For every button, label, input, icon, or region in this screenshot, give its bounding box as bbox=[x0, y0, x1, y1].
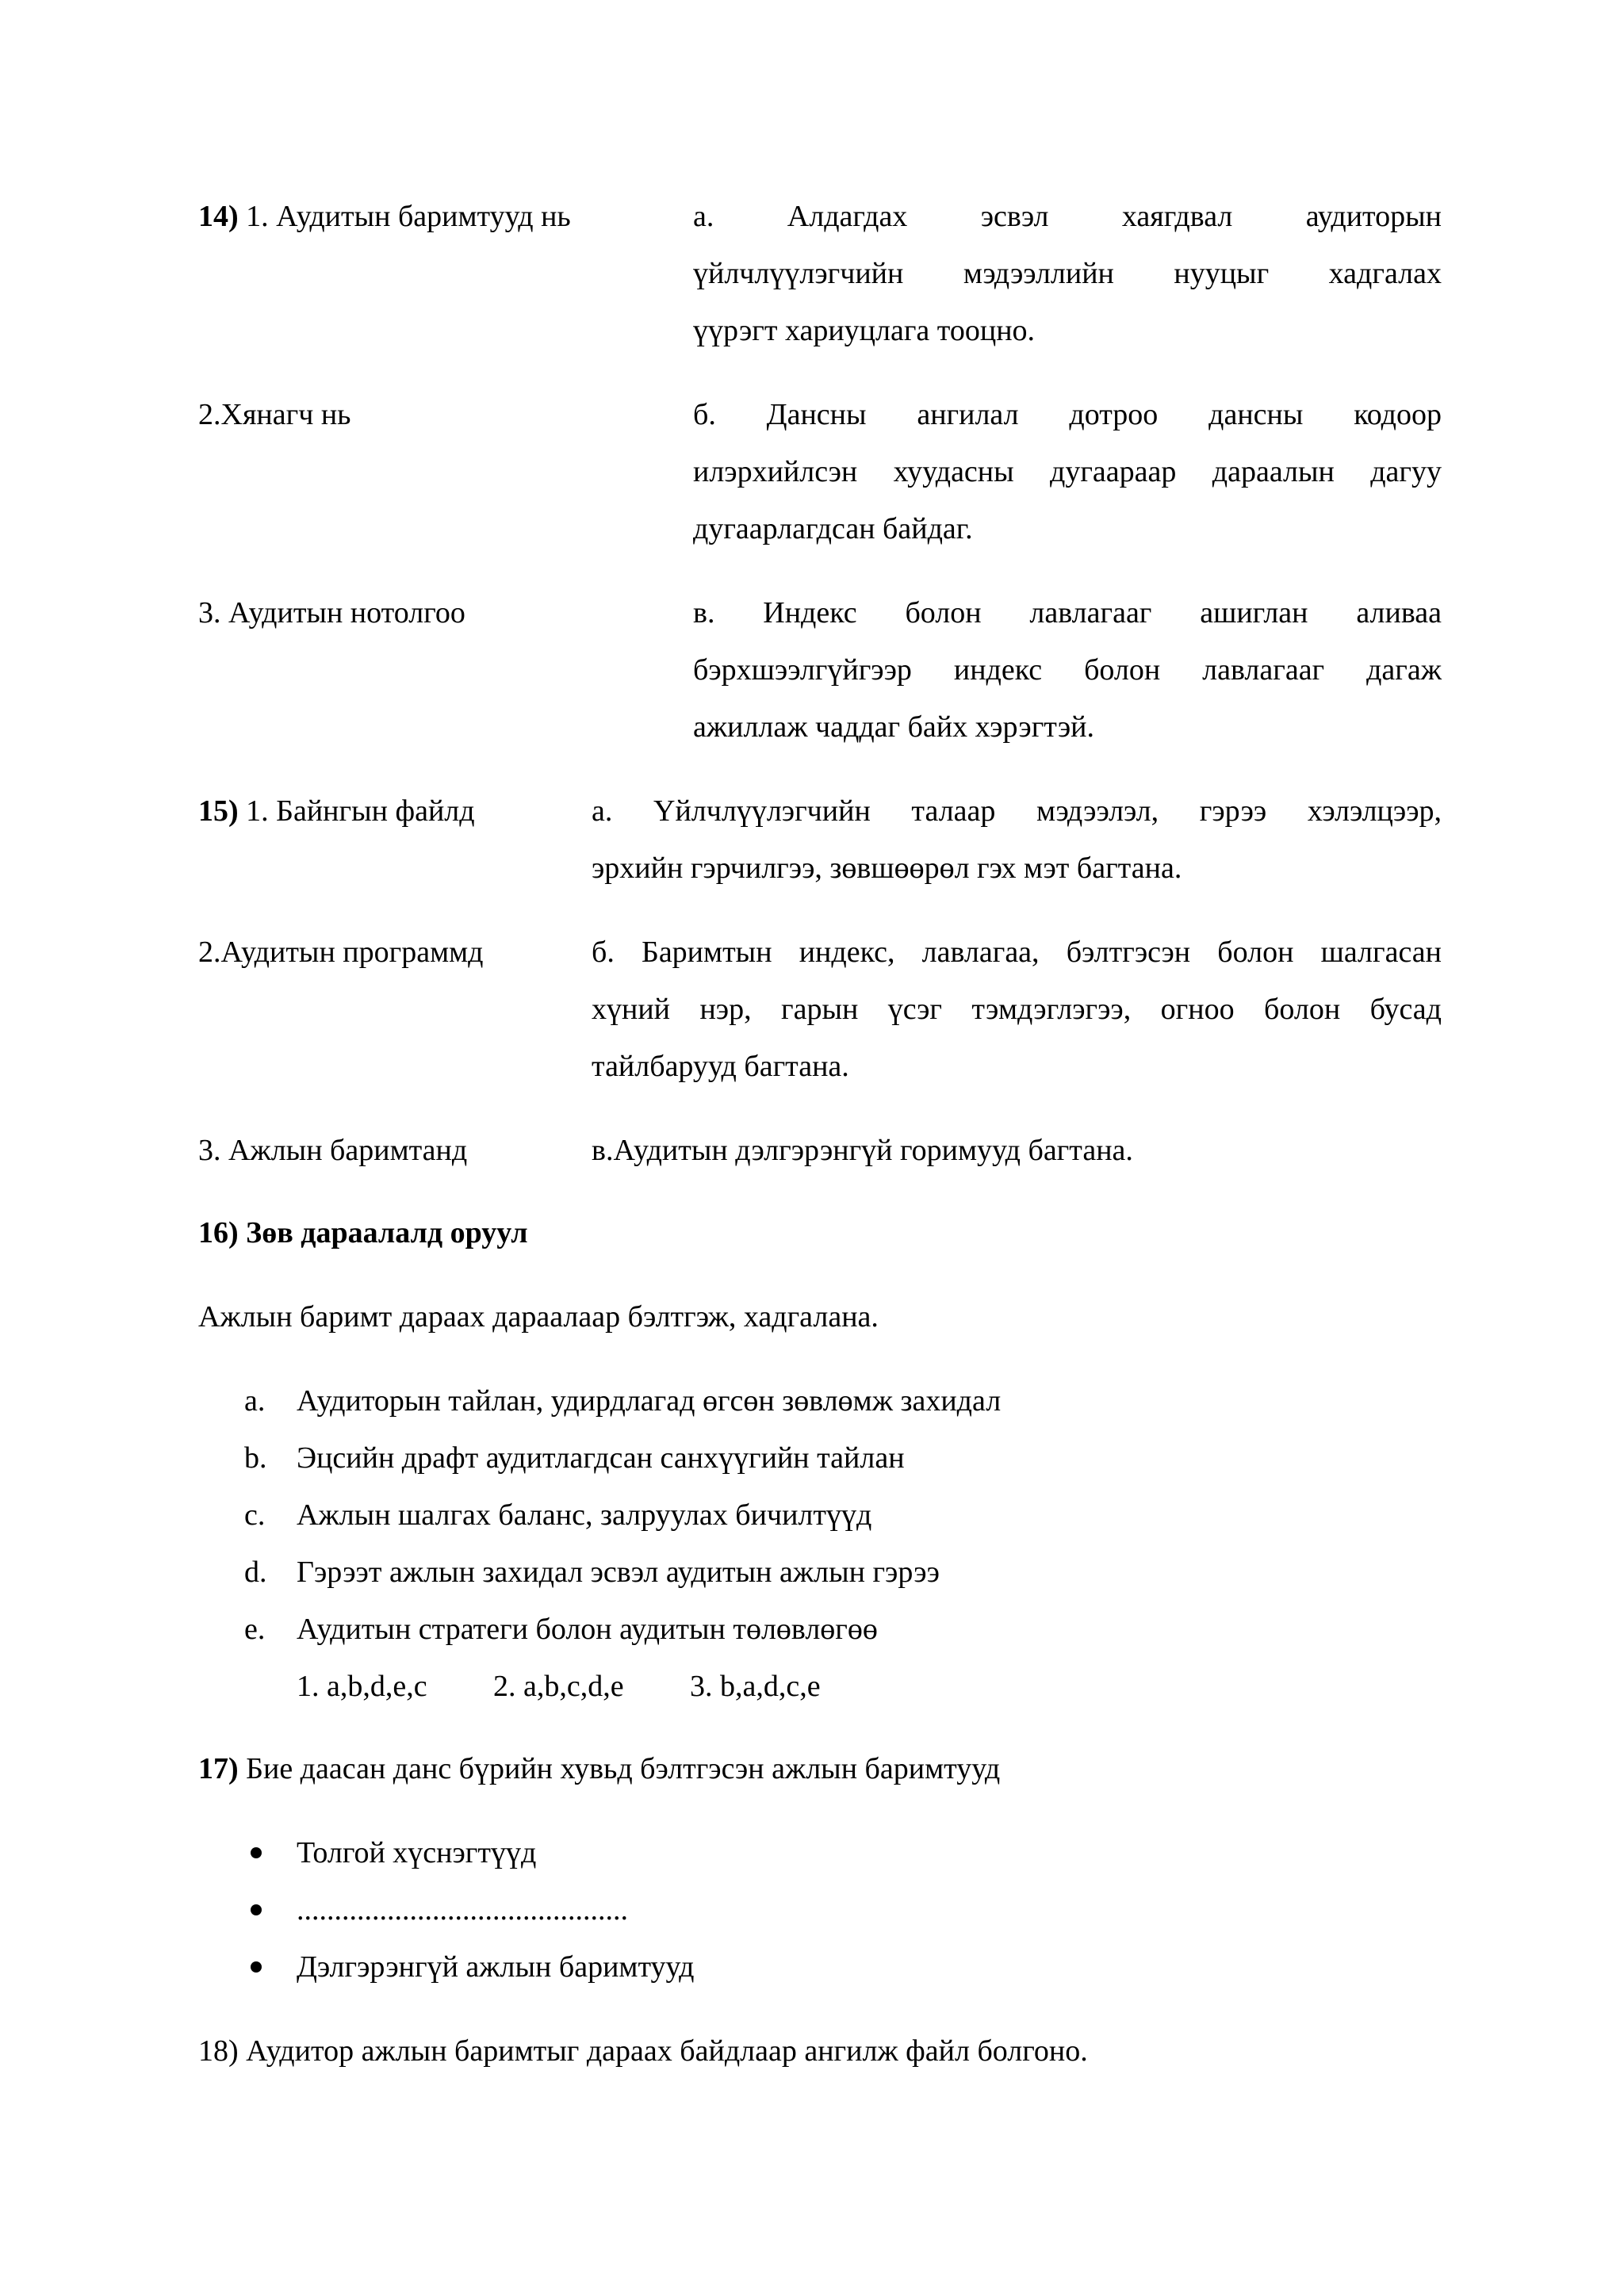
q14-item-3: 3. Аудитын нотолгоо bbox=[198, 596, 465, 629]
q14-answer-a-line-1: а. Алдагдах эсвэл хаягдвал аудиторын bbox=[693, 200, 1442, 233]
q14-answer-b-line-3: дугаарлагдсан байдаг. bbox=[693, 512, 973, 545]
list-marker: e. bbox=[244, 1613, 266, 1646]
q17-question: 17) Бие даасан данс бүрийн хувьд бэлтгэсэн ажлын баримтууд bbox=[198, 1752, 1001, 1785]
q14-answer-a-line-3: үүрэгт хариуцлага тооцно. bbox=[693, 314, 1036, 347]
list-marker: a. bbox=[244, 1384, 266, 1418]
q15-answer-c-line-1: в.Аудитын дэлгэрэнгүй горимууд багтана. bbox=[592, 1134, 1133, 1167]
q17-bullet-1: Толгой хүснэгтүүд bbox=[297, 1836, 537, 1869]
list-text: Гэрээт ажлын захидал эсвэл аудитын ажлын гэрээ bbox=[297, 1556, 940, 1589]
q16-title: 16) Зөв дараалалд оруул bbox=[198, 1216, 528, 1249]
q15-item-1: 15) 1. Байнгын файлд bbox=[198, 794, 475, 828]
q14-answer-b-line-1: б. Дансны ангилал дотроо дансны кодоор bbox=[693, 398, 1442, 431]
bullet-icon bbox=[251, 1961, 262, 1973]
q17-bullet-2: ............................................ bbox=[297, 1893, 628, 1927]
q16-option-2: 2. a,b,c,d,e bbox=[493, 1670, 624, 1703]
bullet-icon bbox=[251, 1847, 262, 1858]
list-marker: c. bbox=[244, 1498, 266, 1532]
q16-option-1: 1. a,b,d,e,c bbox=[297, 1670, 427, 1703]
q14-item-2: 2.Хянагч нь bbox=[198, 398, 351, 431]
q15-number: 15) bbox=[198, 794, 239, 828]
q18-question: 18) Аудитор ажлын баримтыг дараах байдлаар ангилж файл болгоно. bbox=[198, 2034, 1088, 2068]
q15-answer-b-line-1: б. Баримтын индекс, лавлагаа, бэлтгэсэн болон шалгасан bbox=[592, 936, 1442, 969]
list-text: Аудиторын тайлан, удирдлагад өгсөн зөвлөмж захидал bbox=[297, 1384, 1002, 1418]
list-text: Аудитын стратеги болон аудитын төлөвлөгөө bbox=[297, 1613, 878, 1646]
bullet-icon bbox=[251, 1904, 262, 1915]
q16-option-3: 3. b,a,d,c,e bbox=[690, 1670, 821, 1703]
q17-bullet-3: Дэлгэрэнгүй ажлын баримтууд bbox=[297, 1950, 695, 1984]
q16-intro: Ажлын баримт дараах дараалаар бэлтгэж, хадгалана. bbox=[198, 1300, 879, 1334]
list-text: Ажлын шалгах баланс, залруулах бичилтүүд bbox=[297, 1498, 872, 1532]
q14-answer-c-line-2: бэрхшээлгүйгээр индекс болон лавлагааг дагаж bbox=[693, 653, 1442, 687]
list-text: Эцсийн драфт аудитлагдсан санхүүгийн тайлан bbox=[297, 1441, 905, 1475]
q14-item-1: 14) 1. Аудитын баримтууд нь bbox=[198, 200, 571, 233]
q15-answer-b-line-2: хүний нэр, гарын үсэг тэмдэглэгээ, огноо болон бусад bbox=[592, 993, 1442, 1026]
q14-answer-a-line-2: үйлчлүүлэгчийн мэдээллийн нууцыг хадгалах bbox=[693, 257, 1442, 290]
q14-number: 14) bbox=[198, 200, 239, 233]
q15-item-2: 2.Аудитын программд bbox=[198, 936, 484, 969]
q14-answer-c-line-1: в. Индекс болон лавлагааг ашиглан аливаа bbox=[693, 596, 1442, 629]
list-marker: b. bbox=[244, 1441, 267, 1475]
q15-item-3: 3. Ажлын баримтанд bbox=[198, 1134, 468, 1167]
q15-answer-a-line-1: а. Үйлчлүүлэгчийн талаар мэдээлэл, гэрээ хэлэлцээр, bbox=[592, 794, 1442, 828]
q17-number: 17) bbox=[198, 1752, 239, 1785]
q15-answer-a-line-2: эрхийн гэрчилгээ, зөвшөөрөл гэх мэт багтана. bbox=[592, 851, 1182, 885]
q14-answer-b-line-2: илэрхийлсэн хуудасны дугаараар дараалын дагуу bbox=[693, 455, 1442, 488]
q14-answer-c-line-3: ажиллаж чаддаг байх хэрэгтэй. bbox=[693, 710, 1094, 744]
list-marker: d. bbox=[244, 1556, 267, 1589]
q15-answer-b-line-3: тайлбарууд багтана. bbox=[592, 1050, 849, 1083]
